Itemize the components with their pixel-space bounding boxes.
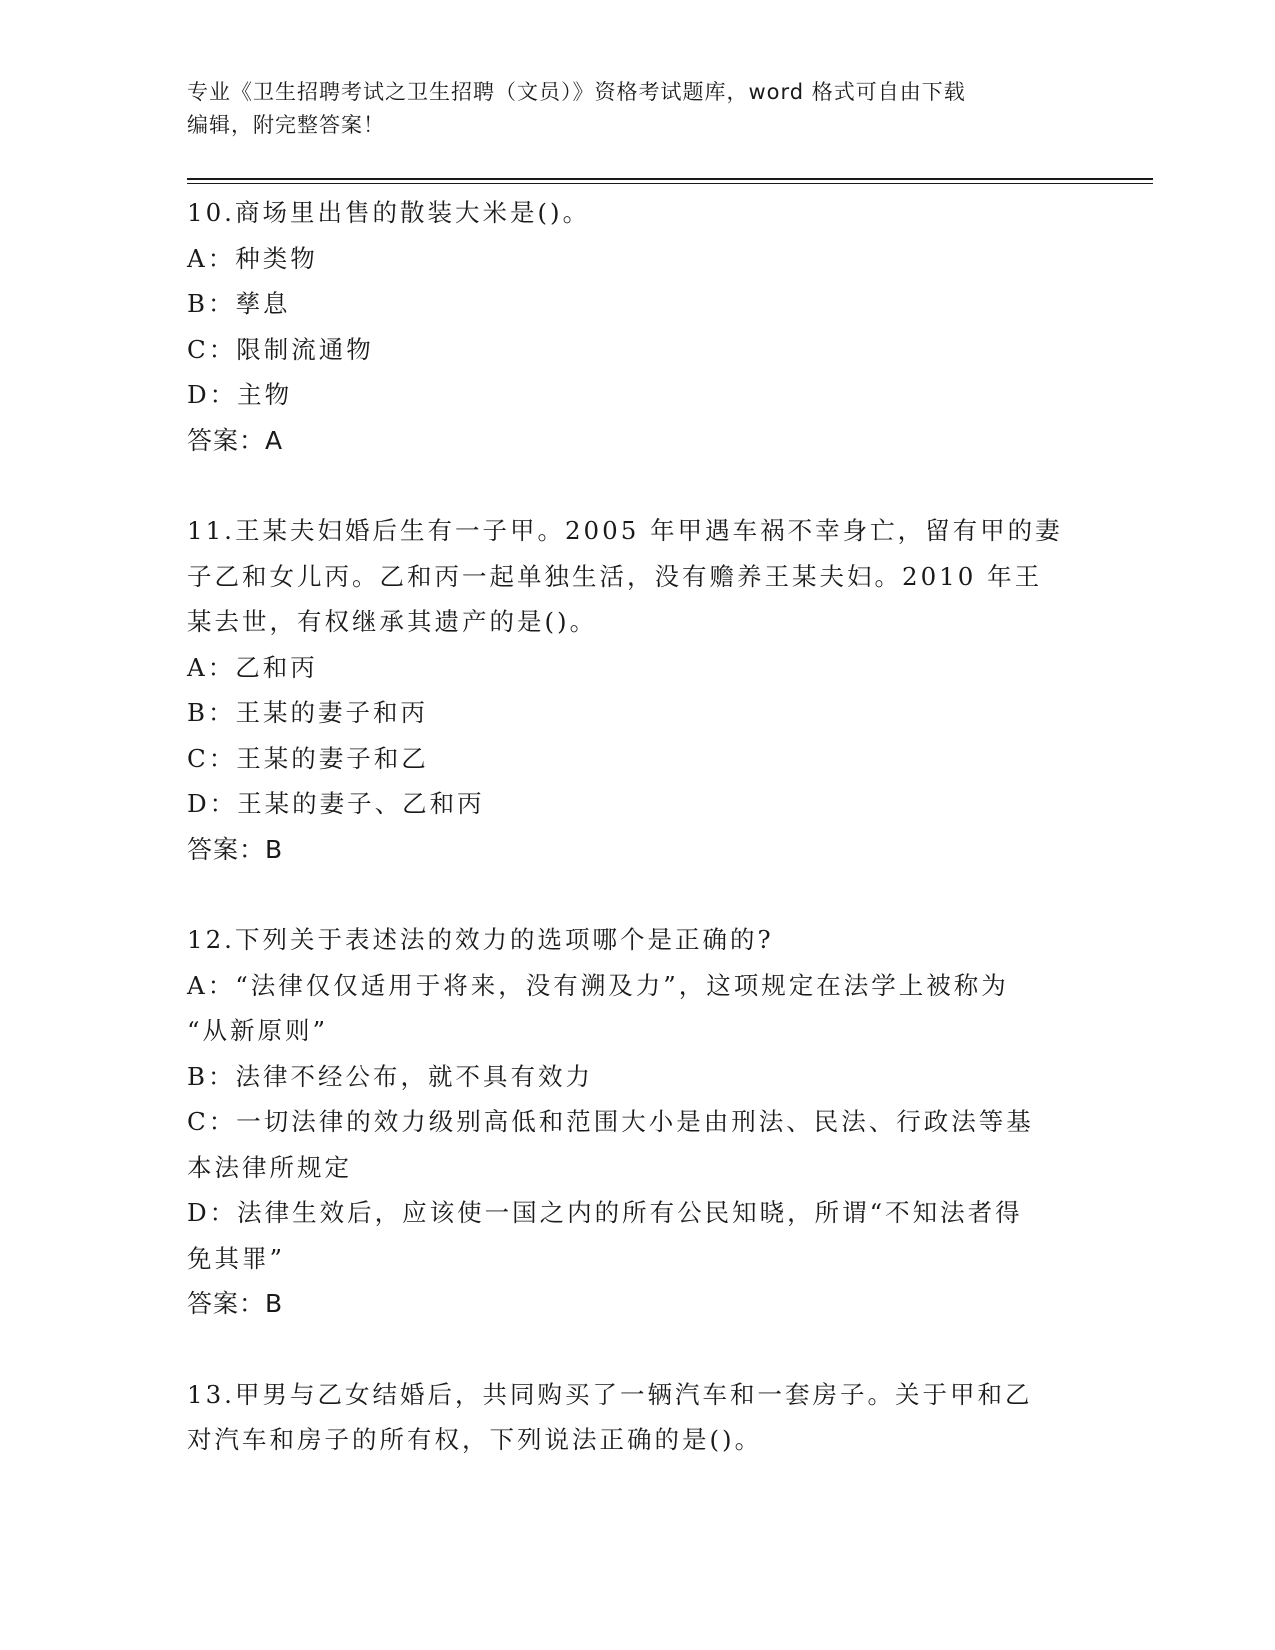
- option-c-line-2: 本法律所规定: [187, 1152, 352, 1182]
- option-d-line-2: 免其罪”: [187, 1243, 286, 1273]
- option-b: B：法律不经公布，就不具有效力: [187, 1061, 594, 1091]
- option-a: A：乙和丙: [187, 652, 318, 682]
- option-a-line-2: “从新原则”: [187, 1016, 329, 1045]
- question-stem-line-1: 11.王某夫妇婚后生有一子甲。2005 年甲遇车祸不幸身亡，留有甲的妻: [187, 516, 1063, 545]
- document-header: [187, 76, 1067, 142]
- question-10: [187, 190, 1087, 463]
- question-11: [187, 508, 1087, 872]
- question-list: [187, 190, 1087, 1508]
- option-a: A：种类物: [187, 243, 318, 273]
- option-d: D：主物: [187, 380, 293, 409]
- option-b: B：孳息: [187, 289, 291, 318]
- answer-line: 答案：A: [187, 425, 284, 455]
- question-12: [187, 917, 1087, 1327]
- question-stem: 10.商场里出售的散装大米是()。: [187, 198, 591, 227]
- header-line-2: 编辑，附完整答案！: [187, 113, 385, 137]
- option-c-line-1: C：一切法律的效力级别高低和范围大小是由刑法、民法、行政法等基: [187, 1107, 1034, 1136]
- option-b: B：王某的妻子和丙: [187, 698, 429, 727]
- question-13: [187, 1372, 1087, 1463]
- option-c: C：王某的妻子和乙: [187, 743, 429, 773]
- question-stem-line-3: 某去世，有权继承其遗产的是()。: [187, 607, 598, 636]
- header-divider-thick: [187, 178, 1153, 180]
- question-stem-line-2: 子乙和女儿丙。乙和丙一起单独生活，没有赡养王某夫妇。2010 年王: [187, 561, 1043, 591]
- header-divider-thin: [187, 183, 1153, 184]
- question-stem-line-2: 对汽车和房子的所有权，下列说法正确的是()。: [187, 1425, 763, 1454]
- answer-line: 答案：B: [187, 834, 284, 864]
- option-d: D：王某的妻子、乙和丙: [187, 789, 485, 818]
- question-stem-line-1: 13.甲男与乙女结婚后，共同购买了一辆汽车和一套房子。关于甲和乙: [187, 1379, 1033, 1409]
- option-a-line-1: A：“法律仅仅适用于将来，没有溯及力”，这项规定在法学上被称为: [187, 970, 1009, 1000]
- question-stem: 12.下列关于表述法的效力的选项哪个是正确的?: [187, 925, 774, 954]
- option-d-line-1: D：法律生效后，应该使一国之内的所有公民知晓，所谓“不知法者得: [187, 1198, 1023, 1227]
- option-c: C：限制流通物: [187, 334, 374, 364]
- header-line-1: 专业《卫生招聘考试之卫生招聘（文员）》资格考试题库，word 格式可自由下载: [187, 80, 966, 104]
- answer-line: 答案：B: [187, 1289, 284, 1318]
